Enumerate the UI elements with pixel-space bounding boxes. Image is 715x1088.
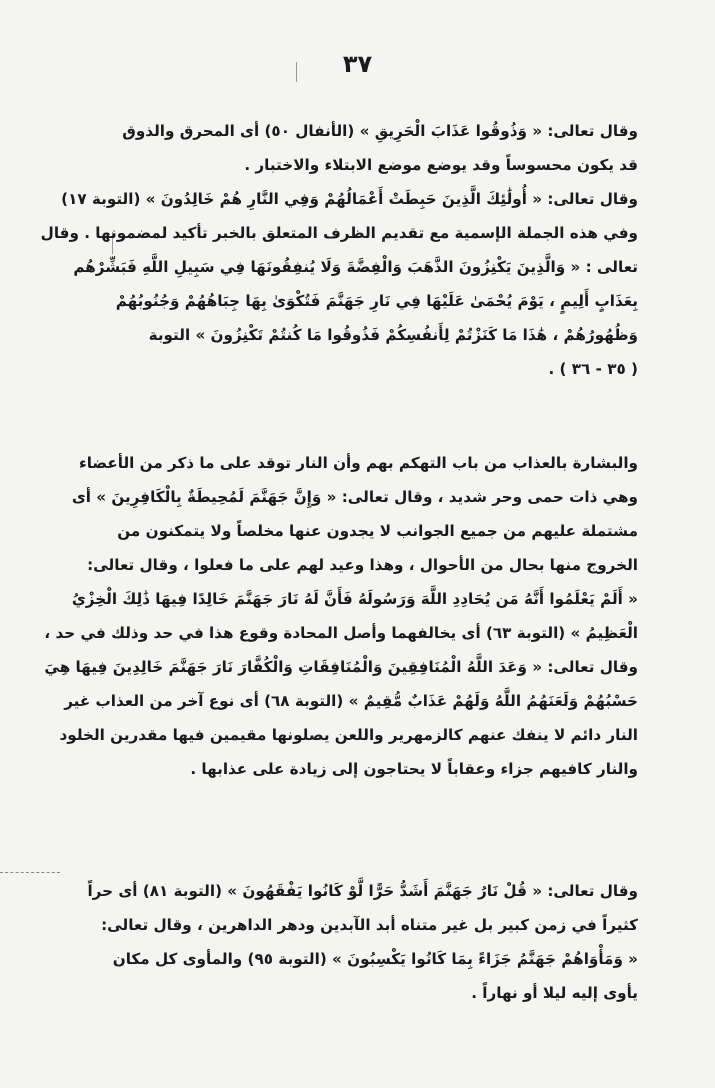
page-number: ٣٧ bbox=[342, 50, 373, 78]
text-line: « أَلَمْ يَعْلَمُوا أَنَّهُ مَن يُحَادِدِ اللَّهَ وَرَسُولَهُ فَأَنَّ لَهُ نَارَ جَهَنَّمَ خَالِدًا فِيهَا ذَٰلِكَ الْخِزْيُ bbox=[71, 590, 638, 608]
text-line: حَسْبُهُمْ وَلَعَنَهُمُ اللَّهُ وَلَهُمْ عَذَابٌ مُّقِيمٌ » (التوبة ٦٨) أى نوع آخر من العذاب غير bbox=[64, 692, 638, 710]
text-line: قد يكون محسوساً وقد يوضع موضع الابتلاء والاختبار . bbox=[244, 156, 638, 174]
text-line: كثيراً في زمن كبير بل غير متناه أبد الآبدين ودهر الداهرين ، وقال تعالى: bbox=[101, 916, 638, 934]
text-line: وقال تعالى: « قُلْ نَارُ جَهَنَّمَ أَشَدُّ حَرًّا لَّوْ كَانُوا يَفْقَهُونَ » (التوبة ٨١) أى حراً bbox=[87, 882, 638, 900]
text-line: وقال تعالى: « أُولَٰئِكَ الَّذِينَ حَبِطَتْ أَعْمَالُهُمْ وَفِي النَّارِ هُمْ خَالِدُونَ » (التوبة ١٧) bbox=[61, 190, 638, 208]
text-line: الْعَظِيمُ » (التوبة ٦٣) أى يخالفهما وأصل المحادة وقوع هذا في حد وذلك في حد ، bbox=[44, 624, 638, 642]
text-line: بِعَذَابٍ أَلِيمٍ ، يَوْمَ يُحْمَىٰ عَلَيْهَا فِي نَارِ جَهَنَّمَ فَتُكْوَىٰ بِهَا جِبَاهُهُمْ وَجُنُوبُهُمْ bbox=[115, 292, 638, 310]
text-line: النار دائم لا ينفك عنهم كالزمهرير واللعن يصلونها مقيمين فيها مقدرين الخلود bbox=[59, 726, 638, 744]
scan-artifact bbox=[0, 872, 60, 873]
text-line: وفي هذه الجملة الإسمية مع تقديم الظرف المتعلق بالخبر تأكيد لمضمونها . وقال bbox=[40, 224, 638, 242]
text-line: تعالى : « وَالَّذِينَ يَكْنِزُونَ الذَّهَبَ وَالْفِضَّةَ وَلَا يُنفِقُونَهَا فِي سَبِيلِ اللَّهِ فَبَشِّرْهُم bbox=[73, 258, 638, 276]
text-block-1 bbox=[40, 114, 638, 386]
text-line: مشتملة عليهم من جميع الجوانب لا يجدون عنها مخلصاً ولا يتمكنون من bbox=[117, 522, 638, 540]
text-line: الخروج منها بحال من الأحوال ، وهذا وعيد لهم على ما فعلوا ، وقال تعالى: bbox=[87, 556, 638, 574]
text-line: وقال تعالى: « وَذُوقُوا عَذَابَ الْحَرِيقِ » (الأنفال ٥٠) أى المحرق والذوق bbox=[122, 122, 638, 140]
text-block-2 bbox=[44, 446, 638, 786]
text-line: والنار كافيهم جزاء وعقاباً لا يحتاجون إلى زيادة على عذابها . bbox=[190, 760, 638, 778]
text-line: وَظُهُورُهُمْ ، هَٰذَا مَا كَنَزْتُمْ لِأَنفُسِكُمْ فَذُوقُوا مَا كُنتُمْ تَكْنِزُونَ » التوبة bbox=[148, 326, 638, 344]
text-line: « وَمَأْوَاهُمْ جَهَنَّمُ جَزَاءً بِمَا كَانُوا يَكْسِبُونَ » (التوبة ٩٥) والمأوى كل مكان bbox=[112, 950, 638, 968]
text-line: وهي ذات حمى وحر شديد ، وقال تعالى: « وَإِنَّ جَهَنَّمَ لَمُحِيطَةٌ بِالْكَافِرِينَ » أى bbox=[71, 488, 638, 506]
margin-mark bbox=[296, 62, 297, 82]
text-line: ( ٣٥ - ٣٦ ) . bbox=[548, 360, 638, 378]
text-line: وقال تعالى: « وَعَدَ اللَّهُ الْمُنَافِقِينَ وَالْمُنَافِقَاتِ وَالْكُفَّارَ نَارَ جَهَنَّمَ خَالِدِينَ فِيهَا هِيَ bbox=[44, 658, 638, 676]
text-line: يأوى إليه ليلا أو نهاراً . bbox=[471, 984, 638, 1002]
text-block-3 bbox=[87, 874, 638, 1010]
text-line: والبشارة بالعذاب من باب التهكم بهم وأن النار توقد على ما ذكر من الأعضاء bbox=[78, 454, 638, 472]
